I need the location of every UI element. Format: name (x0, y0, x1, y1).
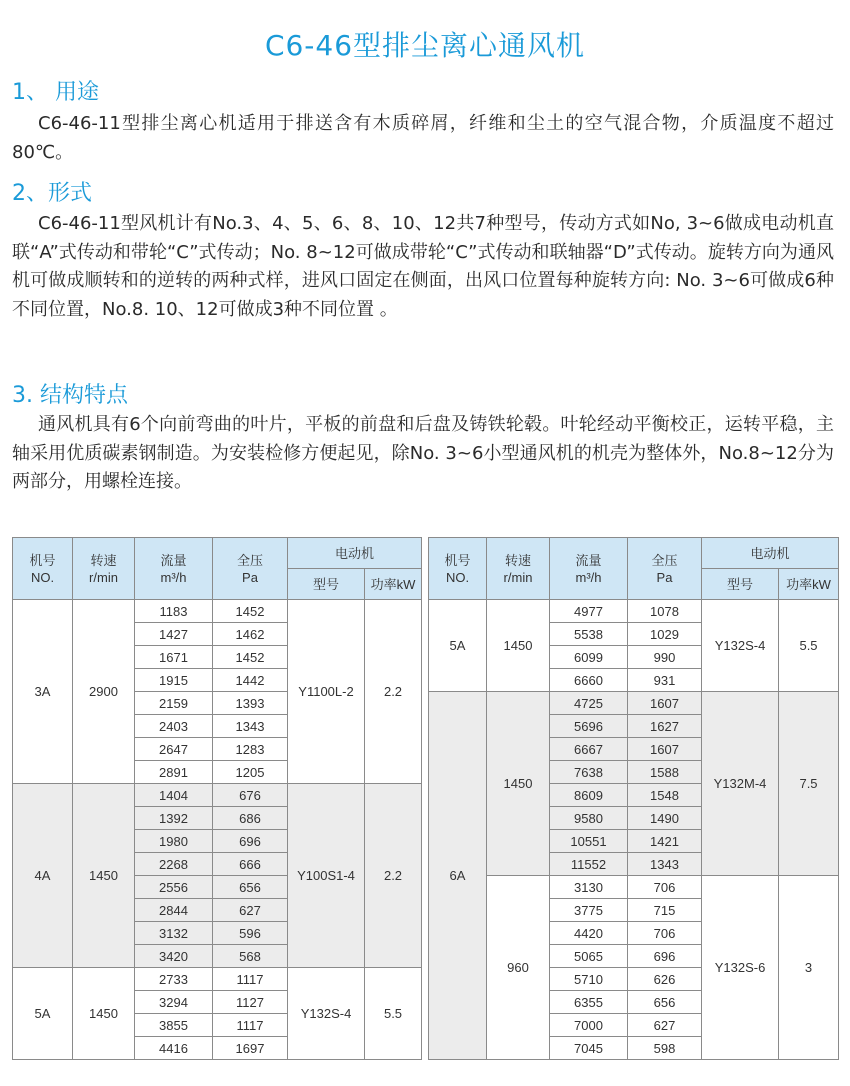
table-cell: 2268 (135, 853, 213, 876)
table-cell: 626 (628, 968, 702, 991)
table-cell: 990 (628, 646, 702, 669)
structure-text: 通风机具有6个向前弯曲的叶片，平板的前盘和后盘及铸铁轮毂。叶轮经动平衡校正，运转平稳，主轴采用优质碳素钢制造。为安装检修方便起见，除No. 3~6小型通风机的机壳为整体外，No.8~12分为两部分，用螺栓连接。 (12, 414, 834, 492)
table-cell: 7638 (550, 761, 628, 784)
table-cell: 4725 (550, 692, 628, 715)
table-cell: 1117 (213, 1014, 288, 1037)
table-cell: 1607 (628, 738, 702, 761)
table-cell: 1127 (213, 991, 288, 1014)
table-cell: 5710 (550, 968, 628, 991)
table-cell: 3420 (135, 945, 213, 968)
speed-cell: 1450 (73, 784, 135, 968)
model-cell: 4A (13, 784, 73, 968)
table-cell: 7045 (550, 1037, 628, 1060)
header-motor-type: 型号 (288, 569, 365, 600)
table-cell: 5065 (550, 945, 628, 968)
table-cell: 706 (628, 876, 702, 899)
table-cell: 2647 (135, 738, 213, 761)
spec-table-right (428, 537, 839, 1060)
table-cell: 3130 (550, 876, 628, 899)
table-cell: 1442 (213, 669, 288, 692)
power-cell: 5.5 (365, 968, 422, 1060)
table-cell: 686 (213, 807, 288, 830)
table-cell: 1548 (628, 784, 702, 807)
table-row (13, 784, 422, 807)
speed-cell: 2900 (73, 600, 135, 784)
header-motor-type: 型号 (702, 569, 779, 600)
header-speed: 转速 r/min (487, 538, 550, 600)
table-row (13, 968, 422, 991)
speed-cell: 1450 (487, 692, 550, 876)
table-cell: 2891 (135, 761, 213, 784)
table-cell: 6099 (550, 646, 628, 669)
header-flow: 流量 m³/h (550, 538, 628, 600)
table-cell: 1462 (213, 623, 288, 646)
table-cell: 1915 (135, 669, 213, 692)
table-cell: 598 (628, 1037, 702, 1060)
table-cell: 6667 (550, 738, 628, 761)
usage-text: C6-46-11型排尘离心机适用于排送含有木质碎屑，纤维和尘土的空气混合物，介质温度不超过80℃。 (12, 113, 834, 163)
table-cell: 1404 (135, 784, 213, 807)
table-cell: 596 (213, 922, 288, 945)
power-cell: 2.2 (365, 600, 422, 784)
table-cell: 4977 (550, 600, 628, 623)
table-cell: 3132 (135, 922, 213, 945)
table-cell: 2733 (135, 968, 213, 991)
table-cell: 5538 (550, 623, 628, 646)
table-cell: 1343 (628, 853, 702, 876)
table-cell: 931 (628, 669, 702, 692)
section-heading-structure: 3. 结构特点 (12, 383, 128, 408)
table-cell: 1607 (628, 692, 702, 715)
table-row (429, 692, 839, 715)
table-cell: 1627 (628, 715, 702, 738)
header-pressure: 全压 Pa (213, 538, 288, 600)
table-cell: 656 (628, 991, 702, 1014)
form-text: C6-46-11型风机计有No.3、4、5、6、8、10、12共7种型号，传动方式如No, 3~6做成电动机直联“A”式传动和带轮“C”式传动；No. 8~12可做成带轮“C”式传动和联轴器“D”式传动。旋转方向为通风机可做成顺转和的逆转的两种式样，进风口固定在侧面，出风口位置每种旋转方向: No. 3~6可做成6种不同位置，No.8. 10、12可做成3种不同位置 。 (12, 213, 834, 320)
table-cell: 1671 (135, 646, 213, 669)
table-cell: 1205 (213, 761, 288, 784)
model-cell: 5A (429, 600, 487, 692)
table-cell: 1029 (628, 623, 702, 646)
table-cell: 1343 (213, 715, 288, 738)
table-cell: 1697 (213, 1037, 288, 1060)
table-cell: 1078 (628, 600, 702, 623)
table-cell: 1117 (213, 968, 288, 991)
motor-type-cell: Y100S1-4 (288, 784, 365, 968)
motor-type-cell: Y1100L-2 (288, 600, 365, 784)
table-cell: 1452 (213, 646, 288, 669)
table-cell: 706 (628, 922, 702, 945)
model-cell: 3A (13, 600, 73, 784)
table-cell: 6355 (550, 991, 628, 1014)
header-motor: 电动机 (288, 538, 422, 569)
section-heading-form: 2、形式 (12, 181, 92, 206)
table-cell: 1490 (628, 807, 702, 830)
table-cell: 2844 (135, 899, 213, 922)
power-cell: 5.5 (779, 600, 839, 692)
table-cell: 2159 (135, 692, 213, 715)
power-cell: 3 (779, 876, 839, 1060)
model-cell: 5A (13, 968, 73, 1060)
table-cell: 11552 (550, 853, 628, 876)
table-cell: 627 (213, 899, 288, 922)
speed-cell: 960 (487, 876, 550, 1060)
table-cell: 627 (628, 1014, 702, 1037)
section-paragraph-usage (12, 110, 834, 167)
table-row (429, 600, 839, 623)
header-motor-power: 功率kW (779, 569, 839, 600)
header-flow: 流量 m³/h (135, 538, 213, 600)
table-row (429, 876, 839, 899)
section-paragraph-structure (12, 411, 834, 497)
motor-type-cell: Y132S-4 (702, 600, 779, 692)
table-cell: 696 (213, 830, 288, 853)
power-cell: 7.5 (779, 692, 839, 876)
speed-cell: 1450 (73, 968, 135, 1060)
model-cell: 6A (429, 692, 487, 1060)
table-cell: 696 (628, 945, 702, 968)
table-cell: 3775 (550, 899, 628, 922)
table-cell: 2403 (135, 715, 213, 738)
table-cell: 1392 (135, 807, 213, 830)
header-speed: 转速 r/min (73, 538, 135, 600)
table-cell: 3855 (135, 1014, 213, 1037)
page-title: C6-46型排尘离心通风机 (264, 29, 586, 62)
header-motor-power: 功率kW (365, 569, 422, 600)
spec-table-left (12, 537, 422, 1060)
table-cell: 4416 (135, 1037, 213, 1060)
table-cell: 1183 (135, 600, 213, 623)
header-pressure: 全压 Pa (628, 538, 702, 600)
table-cell: 5696 (550, 715, 628, 738)
header-motor: 电动机 (702, 538, 839, 569)
speed-cell: 1450 (487, 600, 550, 692)
table-cell: 715 (628, 899, 702, 922)
table-cell: 1283 (213, 738, 288, 761)
header-model-no: 机号 NO. (429, 538, 487, 600)
motor-type-cell: Y132S-4 (288, 968, 365, 1060)
motor-type-cell: Y132M-4 (702, 692, 779, 876)
table-cell: 2556 (135, 876, 213, 899)
header-model-no: 机号 NO. (13, 538, 73, 600)
table-cell: 8609 (550, 784, 628, 807)
table-cell: 9580 (550, 807, 628, 830)
table-cell: 676 (213, 784, 288, 807)
table-cell: 4420 (550, 922, 628, 945)
table-cell: 1588 (628, 761, 702, 784)
motor-type-cell: Y132S-6 (702, 876, 779, 1060)
table-cell: 1393 (213, 692, 288, 715)
section-paragraph-form (12, 210, 834, 324)
table-cell: 3294 (135, 991, 213, 1014)
section-heading-usage: 1、 用途 (12, 80, 99, 105)
table-cell: 10551 (550, 830, 628, 853)
table-cell: 1427 (135, 623, 213, 646)
table-cell: 568 (213, 945, 288, 968)
power-cell: 2.2 (365, 784, 422, 968)
table-cell: 1452 (213, 600, 288, 623)
table-row (13, 600, 422, 623)
table-cell: 1421 (628, 830, 702, 853)
table-cell: 656 (213, 876, 288, 899)
table-cell: 1980 (135, 830, 213, 853)
table-cell: 666 (213, 853, 288, 876)
table-cell: 7000 (550, 1014, 628, 1037)
table-cell: 6660 (550, 669, 628, 692)
